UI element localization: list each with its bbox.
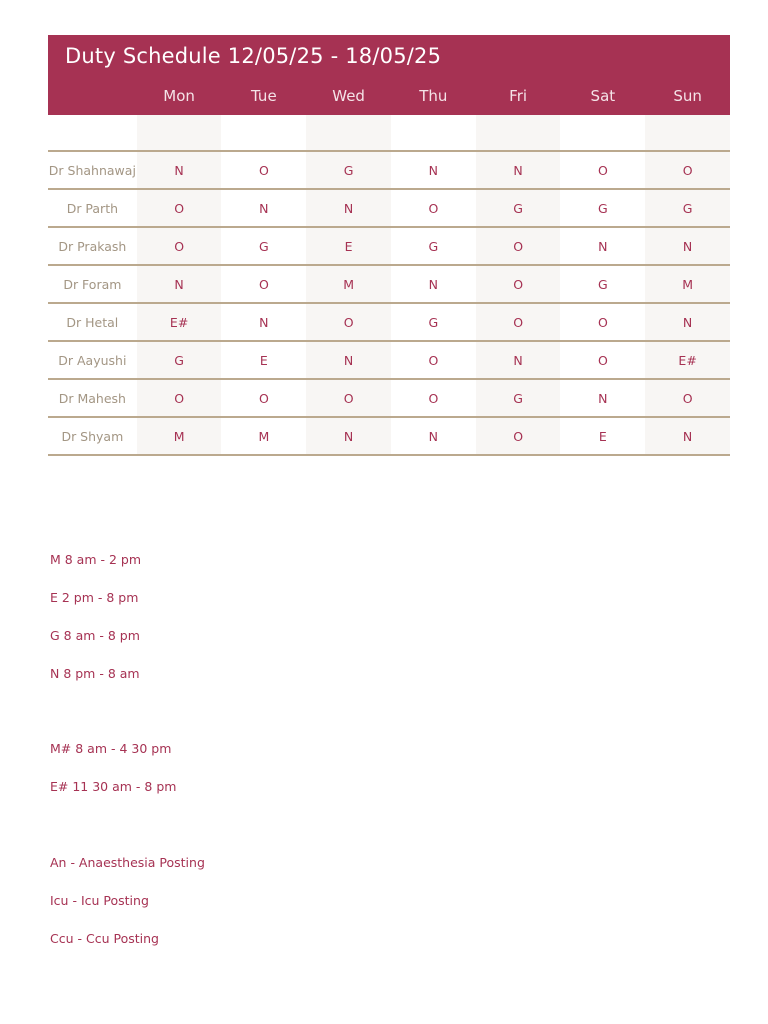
shift-cell: M	[306, 266, 391, 302]
shift-cell: N	[598, 390, 608, 406]
doctor-name: Dr Hetal	[66, 314, 119, 330]
blank-name-cell	[48, 115, 137, 150]
day-header: Mon	[163, 87, 195, 105]
shift-cell: N	[306, 190, 391, 226]
day-header: Sat	[590, 87, 616, 105]
day-header: Sun	[673, 87, 702, 105]
blank-cell	[645, 115, 730, 150]
blank-cell	[306, 115, 391, 150]
schedule-title: Duty Schedule 12/05/25 - 18/05/25	[65, 44, 442, 68]
shift-cell: G	[645, 190, 730, 226]
blank-cell	[560, 115, 645, 150]
shift-cell: E#	[645, 342, 730, 378]
blank-cell	[137, 115, 222, 150]
shift-cell: N	[645, 304, 730, 340]
shift-cell: E	[598, 428, 607, 444]
shift-cell: G	[137, 342, 222, 378]
day-header: Wed	[332, 87, 365, 105]
legend-posting-icu: Icu - Icu Posting	[50, 893, 149, 908]
shift-cell: N	[476, 152, 561, 188]
legend-shift-m: M 8 am - 2 pm	[50, 552, 142, 567]
shift-cell: O	[258, 390, 269, 406]
doctor-name: Dr Parth	[66, 200, 119, 216]
shift-cell: G	[306, 152, 391, 188]
shift-cell: E#	[137, 304, 222, 340]
day-header: Fri	[509, 87, 528, 105]
shift-cell: O	[476, 266, 561, 302]
shift-cell: M	[645, 266, 730, 302]
doctor-name: Dr Aayushi	[58, 352, 127, 368]
shift-cell: O	[645, 152, 730, 188]
shift-cell: G	[476, 190, 561, 226]
shift-cell: E	[306, 228, 391, 264]
shift-cell: N	[428, 428, 439, 444]
shift-cell: N	[306, 418, 391, 454]
shift-cell: E	[259, 352, 268, 368]
shift-cell: N	[428, 162, 439, 178]
legend-shift-g: G 8 am - 8 pm	[50, 628, 140, 643]
legend-shift-e: E 2 pm - 8 pm	[50, 590, 139, 605]
shift-cell: G	[428, 314, 439, 330]
shift-cell: O	[476, 304, 561, 340]
shift-cell: O	[137, 380, 222, 416]
shift-cell: M	[258, 428, 270, 444]
doctor-name: Dr Mahesh	[58, 390, 126, 406]
doctor-name: Dr Prakash	[58, 238, 127, 254]
shift-cell: O	[258, 276, 269, 292]
shift-cell: N	[259, 314, 269, 330]
schedule-row	[48, 188, 730, 226]
schedule-row	[48, 226, 730, 264]
shift-cell: N	[645, 228, 730, 264]
blank-row	[48, 115, 730, 150]
shift-cell: O	[597, 352, 608, 368]
shift-cell: O	[137, 228, 222, 264]
shift-cell: O	[137, 190, 222, 226]
shift-cell: O	[645, 380, 730, 416]
schedule-row	[48, 340, 730, 378]
blank-cell	[476, 115, 561, 150]
shift-cell: G	[428, 238, 439, 254]
shift-cell: O	[476, 418, 561, 454]
shift-cell: O	[258, 162, 269, 178]
schedule-row	[48, 150, 730, 188]
legend-shift-n: N 8 pm - 8 am	[50, 666, 140, 681]
shift-cell: N	[259, 200, 269, 216]
schedule-row	[48, 264, 730, 302]
blank-cell	[391, 115, 476, 150]
doctor-name: Dr Foram	[63, 276, 122, 292]
shift-cell: G	[598, 200, 608, 216]
shift-cell: G	[476, 380, 561, 416]
day-header: Thu	[419, 87, 448, 105]
shift-cell: N	[137, 152, 222, 188]
shift-cell: O	[476, 228, 561, 264]
doctor-name: Dr Shahnawaj	[48, 162, 136, 178]
shift-cell: G	[259, 238, 269, 254]
shift-cell: N	[428, 276, 439, 292]
shift-cell: O	[597, 314, 608, 330]
doctor-name: Dr Shyam	[61, 428, 124, 444]
legend-shift-m-hash: M# 8 am - 4 30 pm	[50, 741, 172, 756]
legend-posting-ccu: Ccu - Ccu Posting	[50, 931, 159, 946]
schedule-row	[48, 378, 730, 416]
shift-cell: N	[137, 266, 222, 302]
duty-schedule-table	[48, 35, 730, 456]
day-header-row	[48, 87, 730, 109]
corner-cell	[48, 87, 137, 109]
day-header: Tue	[251, 87, 277, 105]
legend-shift-e-hash: E# 11 30 am - 8 pm	[50, 779, 177, 794]
shift-cell: N	[306, 342, 391, 378]
shift-cell: O	[306, 304, 391, 340]
shift-cell: O	[428, 200, 439, 216]
shift-cell: O	[428, 390, 439, 406]
blank-cell	[221, 115, 306, 150]
shift-cell: O	[428, 352, 439, 368]
shift-cell: N	[476, 342, 561, 378]
shift-cell: O	[597, 162, 608, 178]
shift-cell: N	[645, 418, 730, 454]
shift-cell: M	[137, 418, 222, 454]
shift-cell: G	[598, 276, 608, 292]
schedule-row	[48, 302, 730, 340]
schedule-header	[48, 35, 730, 115]
shift-cell: N	[598, 238, 608, 254]
shift-cell: O	[306, 380, 391, 416]
legend-posting-an: An - Anaesthesia Posting	[50, 855, 205, 870]
schedule-row	[48, 416, 730, 456]
